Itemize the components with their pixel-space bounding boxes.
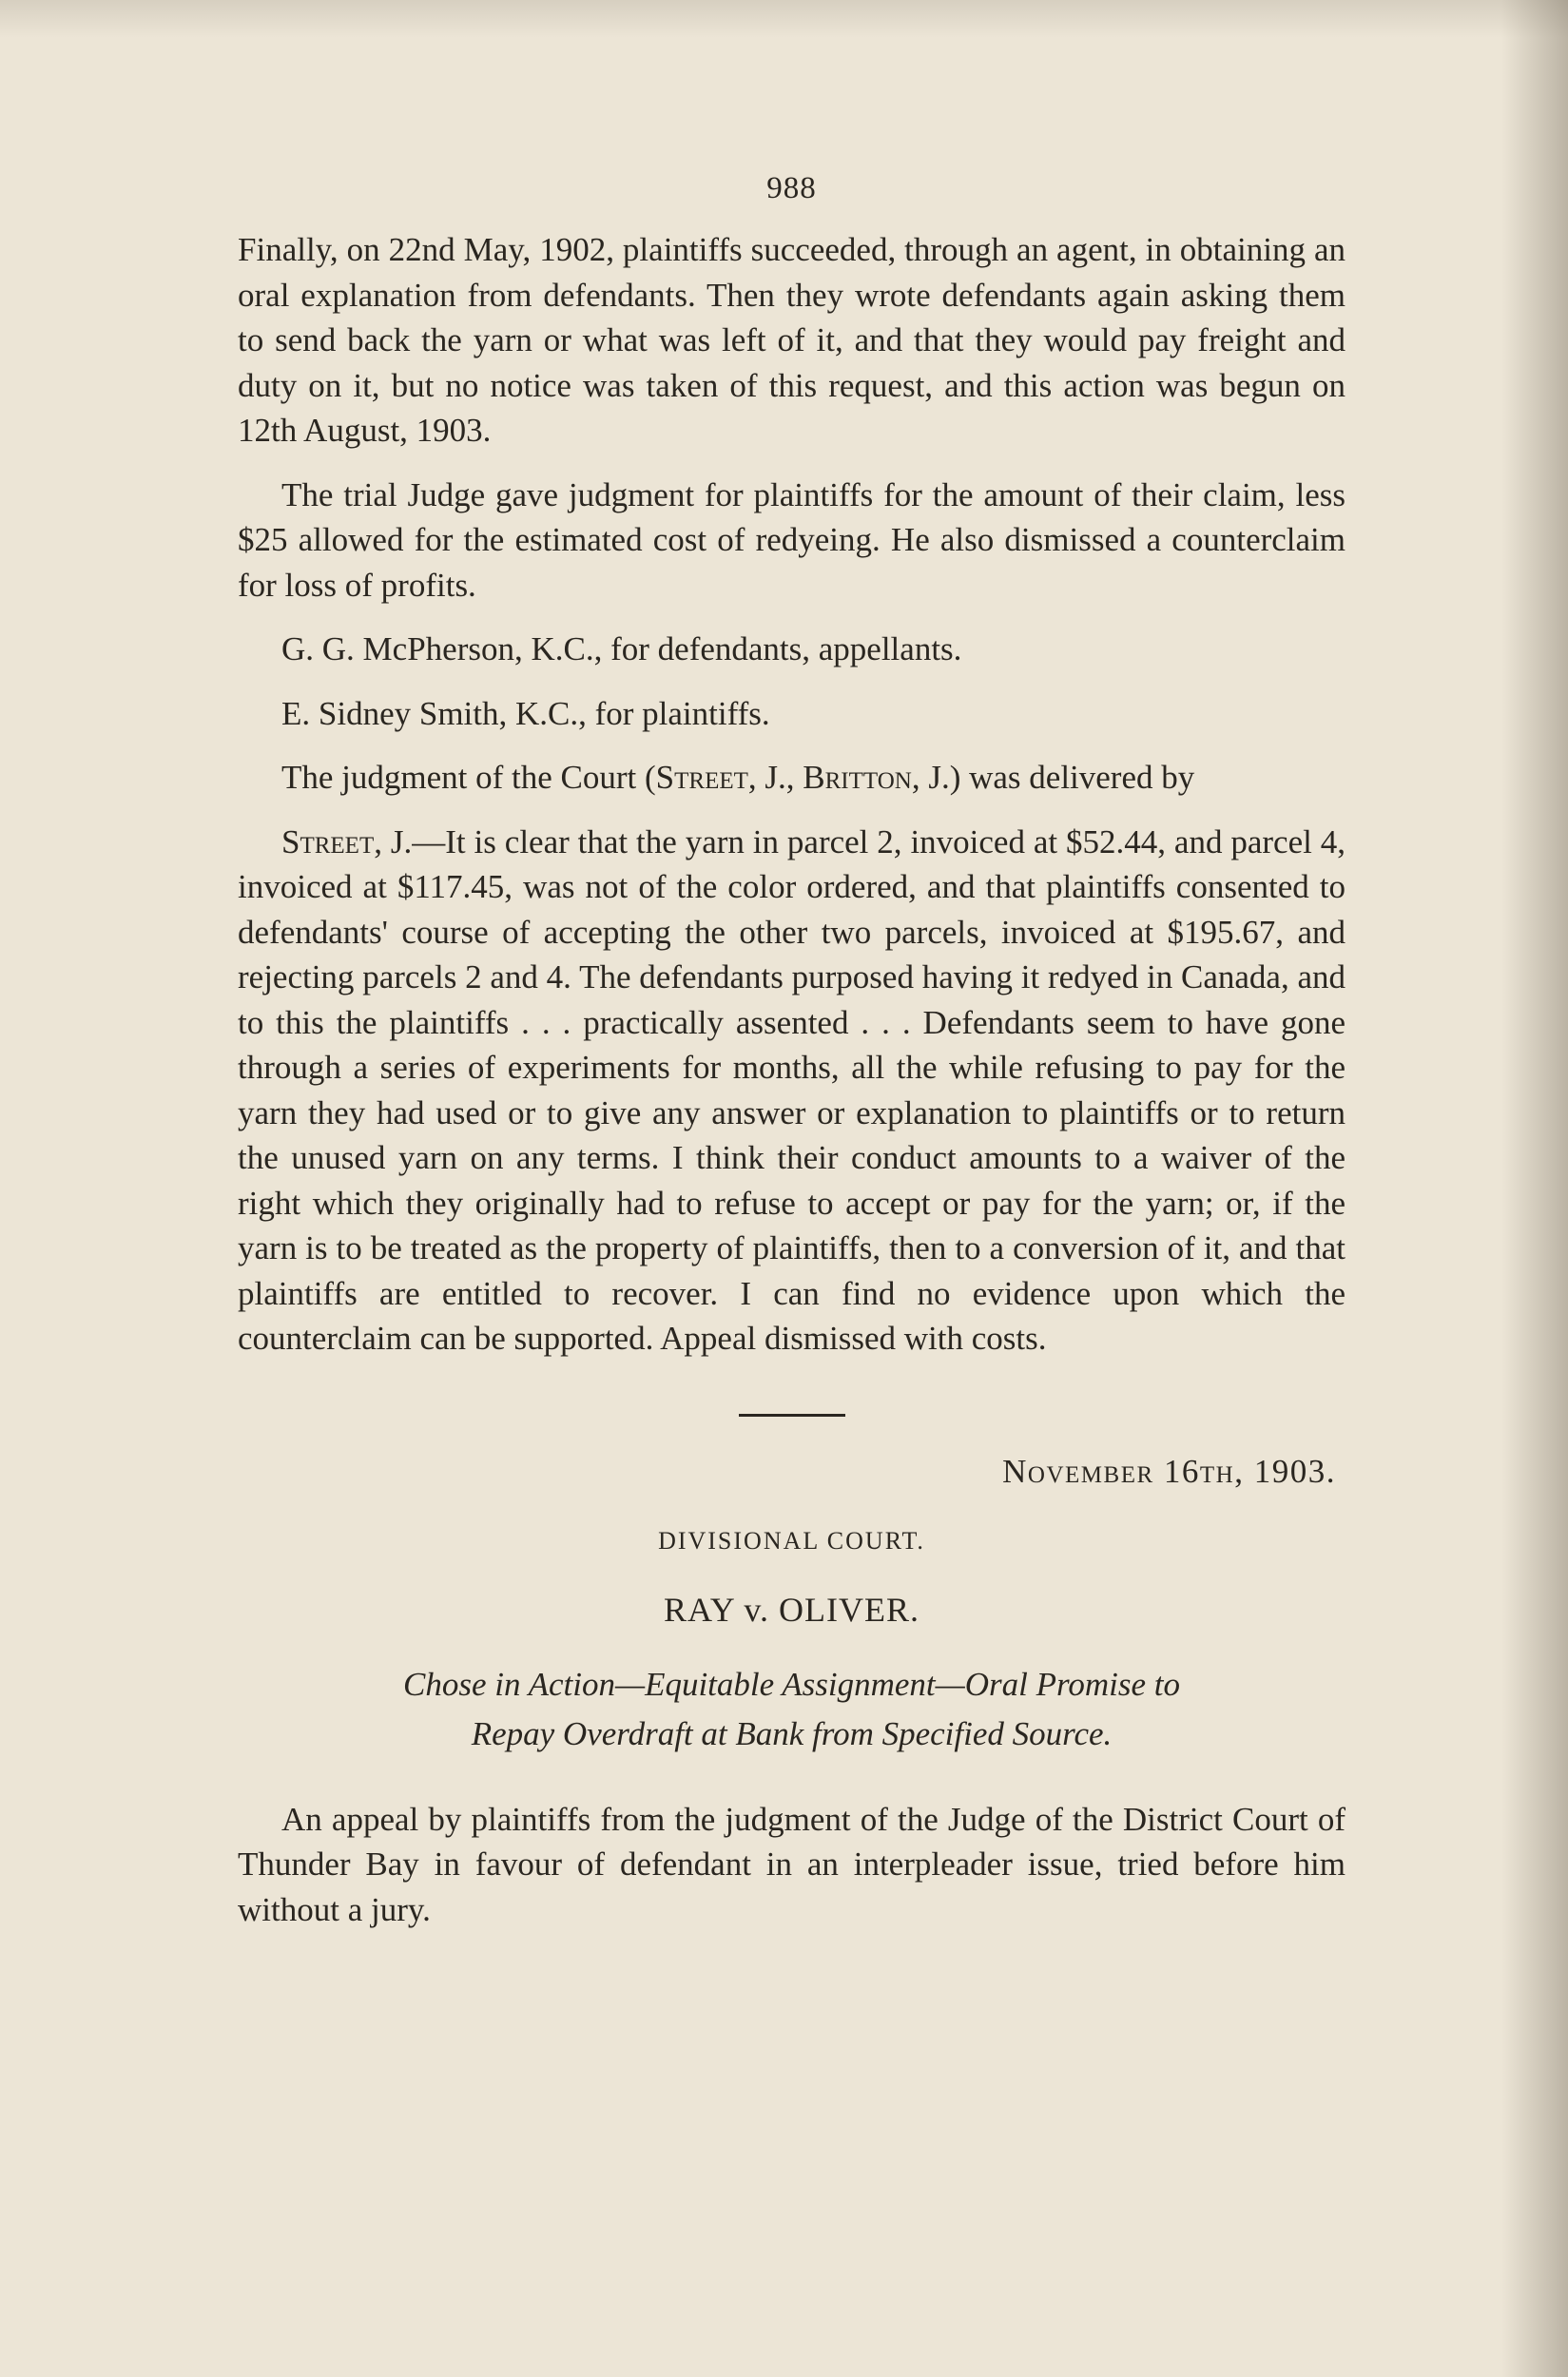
page-shadow-top — [0, 0, 1568, 38]
opinion-text: , J.—It is clear that the yarn in parcel 2, invoiced at $52.44, and parcel 4, invoiced at $117.45, was not of the color ordered, and that plaintiffs consented to defendants' course of accepting the other two parcels, invoiced at $195.67, and rejecting parcels 2 and 4. The defendants purposed having it redyed in Canada, and to this the plaintiffs . . . practically assented . . . Defendants seem to have gone through a series of experiments for months, all the while refusing to pay for the yarn they had used or to give any answer or explanation to plaintiffs or to return the unused yarn on any terms. I think their conduct amounts to a waiver of the right which they originally had to refuse to accept or pay for the yarn; or, if the yarn is to be treated as the property of plaintiffs, then to a conversion of it, and that plaintiffs are entitled to recover. I can find no evidence upon which the counterclaim can be supported. Appeal dismissed with costs. — [238, 822, 1345, 1357]
judgment-delivered-by: , J.) was delivered by — [911, 759, 1195, 796]
headnote-line-2: Repay Overdraft at Bank from Specified Source. — [471, 1714, 1113, 1752]
paragraph-counsel-plaintiffs: E. Sidney Smith, K.C., for plaintiffs. — [281, 694, 770, 732]
case-date: November 16th, 1903. — [1002, 1452, 1336, 1490]
headnote-line-1: Chose in Action—Equitable Assignment—Oral Promise to — [403, 1665, 1180, 1703]
judge-name-street: Street — [655, 759, 748, 796]
paragraph-counsel-defendants: G. G. McPherson, K.C., for defendants, appellants. — [281, 630, 962, 667]
page-shadow-right — [1501, 0, 1568, 2377]
paragraph-appeal: An appeal by plaintiffs from the judgment of the Judge of the District Court of Thunder Bay in favour of defendant in an interpleader issue, tried before him without a jury. — [238, 1800, 1345, 1928]
page-number: 988 — [766, 171, 817, 205]
paragraph-judgment-of-court — [238, 755, 1345, 801]
court-name: DIVISIONAL COURT. — [658, 1526, 925, 1555]
paragraph-opinion — [238, 820, 1345, 1362]
paragraph-finally: Finally, on 22nd May, 1902, plaintiffs succeeded, through an agent, in obtaining an oral explanation from defendants. Then they wrote defendants again asking them to send back the yarn or what was left of it, and that they would pay freight and duty on it, but no notice was taken of this request, and this action was begun on 12th August, 1903. — [238, 231, 1345, 449]
opinion-judge-name: Street — [281, 822, 375, 860]
case-title: RAY v. OLIVER. — [663, 1590, 920, 1629]
section-divider — [739, 1414, 845, 1417]
page-content — [238, 171, 1345, 1932]
judgment-separator: , J., — [747, 759, 803, 796]
judgment-intro: The judgment of the Court ( — [281, 759, 656, 796]
headnote — [238, 1660, 1345, 1759]
paragraph-trial-judge: The trial Judge gave judgment for plaintiffs for the amount of their claim, less $25 allowed for the estimated cost of redyeing. He also dismissed a counterclaim for loss of profits. — [238, 475, 1345, 604]
judge-name-britton: Britton — [803, 759, 912, 796]
